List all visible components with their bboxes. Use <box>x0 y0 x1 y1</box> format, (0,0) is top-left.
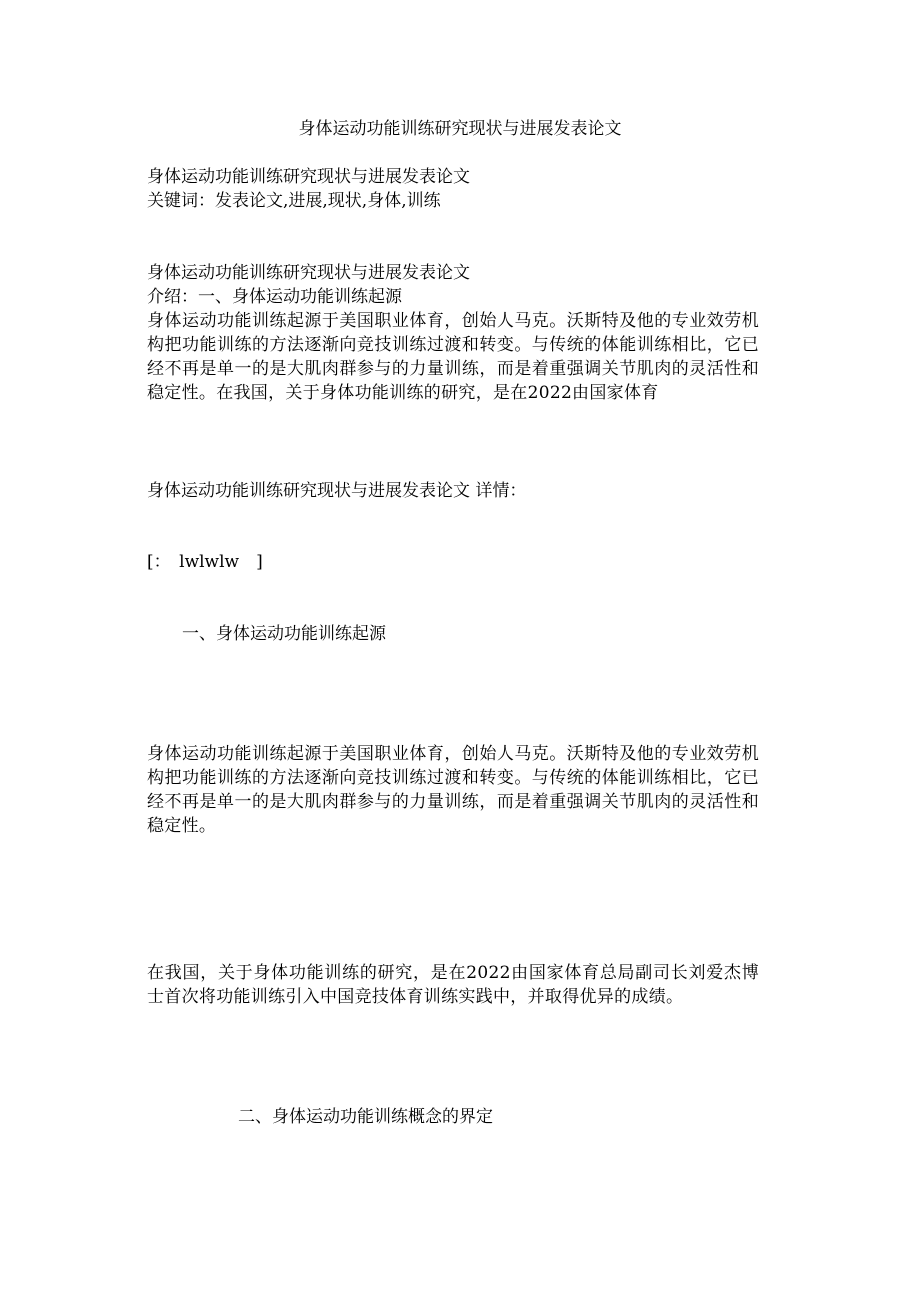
summary-text: 身体运动功能训练起源于美国职业体育，创始人马克。沃斯特及他的专业效劳机构把功能训练的方法逐渐向竞技训练过渡和转变。与传统的体能训练相比，它已经不再是单一的是大肌肉群参与的力量训练，而是着重强调关节肌肉的灵活性和稳定性。在我国，关于身体功能训练的研究，是在2022由国家体育 <box>147 311 759 403</box>
section1-heading: 一、身体运动功能训练起源 <box>182 624 386 644</box>
section1-paragraph-1: 身体运动功能训练起源于美国职业体育，创始人马克。沃斯特及他的专业效劳机构把功能训练的方法逐渐向竞技训练过渡和转变。与传统的体能训练相比，它已经不再是单一的是大肌肉群参与的力量训练，而是着重强调关节肌肉的灵活性和稳定性。 <box>147 744 759 836</box>
header-title: 身体运动功能训练研究现状与进展发表论文 <box>147 167 470 187</box>
summary-intro: 介绍：一、身体运动功能训练起源 <box>147 287 402 307</box>
keywords-line: 关键词：发表论文,进展,现状,身体,训练 <box>147 191 441 211</box>
document-title: 身体运动功能训练研究现状与进展发表论文 <box>298 119 622 139</box>
details-heading: 身体运动功能训练研究现状与进展发表论文 详情： <box>147 481 527 501</box>
section2-heading: 二、身体运动功能训练概念的界定 <box>238 1107 493 1127</box>
bracket-line: [： lwlwlw ] <box>147 552 263 572</box>
section1-paragraph-2: 在我国，关于身体功能训练的研究，是在2022由国家体育总局副司长刘爱杰博士首次将功能训练引入中国竞技体育训练实践中，并取得优异的成绩。 <box>147 963 759 1007</box>
summary-title: 身体运动功能训练研究现状与进展发表论文 <box>147 263 470 283</box>
